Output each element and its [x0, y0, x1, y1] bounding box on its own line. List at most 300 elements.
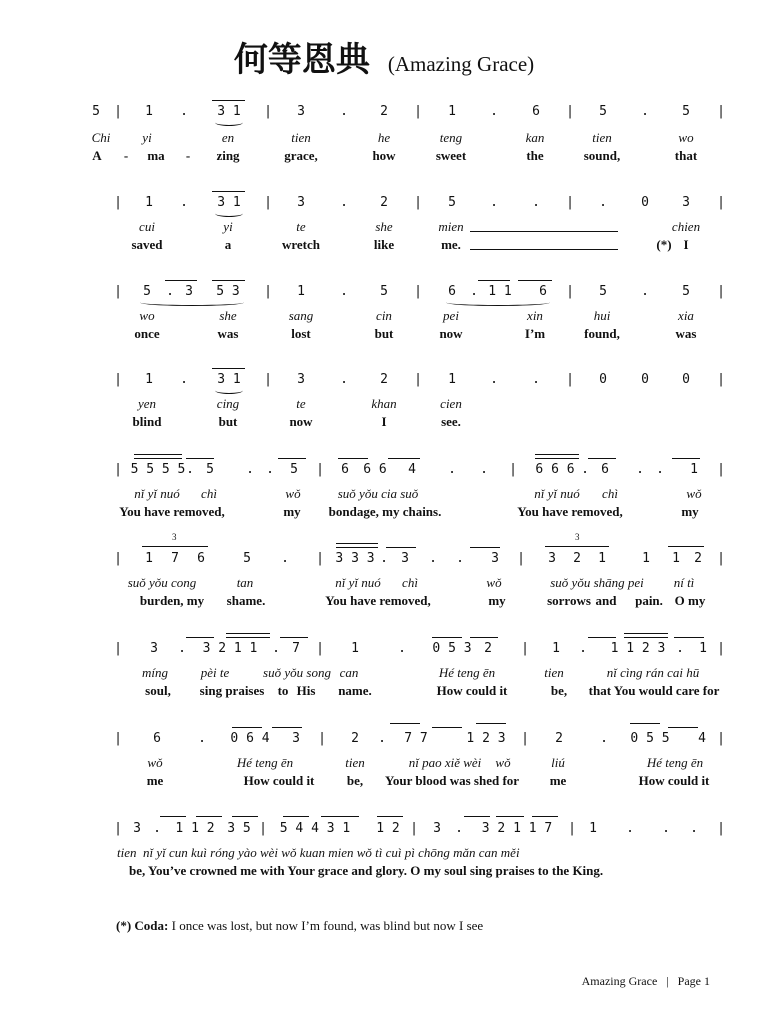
- pinyin: chien: [671, 219, 701, 234]
- beam: [321, 816, 359, 817]
- note: .: [429, 551, 437, 566]
- note: 2: [380, 372, 388, 387]
- pinyin: wǒ: [285, 486, 301, 501]
- note: 1: [145, 551, 153, 566]
- beam: [278, 458, 306, 459]
- system-2-pinyin: [0, 219, 768, 235]
- beam: [160, 816, 186, 817]
- lyric: but: [218, 414, 238, 429]
- note: 2: [351, 731, 359, 746]
- system-9-english: [0, 863, 768, 879]
- note: 5: [243, 551, 251, 566]
- lyric: be,: [550, 683, 568, 698]
- note: .: [641, 284, 649, 299]
- barline: |: [316, 551, 324, 566]
- note: 3: [150, 641, 158, 656]
- pinyin: pei: [443, 308, 459, 323]
- system-7-notes: [0, 641, 768, 657]
- lyric: How could it: [243, 773, 315, 788]
- beam: [280, 637, 308, 638]
- beam: [232, 816, 258, 817]
- note: .: [581, 462, 589, 477]
- system-8-pinyin: [0, 755, 768, 771]
- note: .: [599, 195, 607, 210]
- beam: [212, 100, 245, 101]
- triplet-mark: 3: [575, 532, 580, 542]
- triplet-mark: 3: [172, 532, 177, 542]
- lyric: but: [374, 326, 394, 341]
- pinyin: nǐ yǐ nuó: [335, 575, 381, 590]
- barline: |: [717, 462, 725, 477]
- barline: |: [114, 104, 122, 119]
- pinyin: she: [375, 219, 393, 234]
- slur: [140, 299, 244, 306]
- note: 3: [185, 284, 193, 299]
- lyric: shame.: [226, 593, 266, 608]
- lyric: ma: [147, 148, 165, 163]
- lyric: was: [217, 326, 239, 341]
- pinyin: cui: [139, 219, 155, 234]
- note: 3: [401, 551, 409, 566]
- note: 6: [448, 284, 456, 299]
- note: 6: [197, 551, 205, 566]
- lyric: be,: [346, 773, 364, 788]
- system-9-notes: [0, 821, 768, 837]
- song-title: [0, 32, 768, 81]
- note: 5: [206, 462, 214, 477]
- barline: |: [410, 821, 418, 836]
- barline: |: [264, 104, 272, 119]
- beam: [470, 547, 500, 548]
- pinyin: yi: [142, 130, 152, 145]
- note: .: [532, 372, 540, 387]
- note: 1 1 2 3: [610, 641, 666, 656]
- note: 1: [642, 551, 650, 566]
- pinyin: wǒ: [686, 486, 702, 501]
- pinyin: chì: [201, 486, 217, 501]
- note: 2: [573, 551, 581, 566]
- barline: |: [264, 372, 272, 387]
- note: 1: [589, 821, 597, 836]
- note: .: [166, 284, 174, 299]
- note: .: [690, 821, 698, 836]
- pinyin: tien: [544, 665, 564, 680]
- note: 1: [351, 641, 359, 656]
- barline: |: [114, 284, 122, 299]
- beam: [283, 816, 309, 817]
- lyric: You have removed,: [119, 504, 225, 519]
- note: 1: [145, 372, 153, 387]
- note: 5: [290, 462, 298, 477]
- beam: [476, 723, 506, 724]
- barline: |: [717, 821, 725, 836]
- beam: [272, 727, 302, 728]
- barline: |: [114, 821, 122, 836]
- barline: |: [264, 284, 272, 299]
- pinyin: wo: [678, 130, 694, 145]
- barline: |: [318, 731, 326, 746]
- continuation-line: [470, 231, 618, 232]
- system-5-pinyin: [0, 486, 768, 502]
- pinyin: nǐ yǐ nuó: [534, 486, 580, 501]
- beam: [668, 546, 704, 547]
- note: 3: [297, 195, 305, 210]
- barline: |: [114, 641, 122, 656]
- note: .: [456, 551, 464, 566]
- note: 3: [297, 104, 305, 119]
- pinyin: suǒ yǒu cia suǒ: [337, 486, 419, 501]
- note: 0 6 4: [230, 731, 270, 746]
- pinyin: chì: [602, 486, 618, 501]
- lyric: A: [92, 148, 102, 163]
- pinyin: wǒ: [147, 755, 163, 770]
- system-9-pinyin: [0, 845, 768, 861]
- note: 1 2: [376, 821, 400, 836]
- note: .: [656, 462, 664, 477]
- slur: [215, 119, 243, 126]
- note: 1: [448, 372, 456, 387]
- continuation-line: [470, 249, 618, 250]
- beam: [377, 816, 403, 817]
- note: 7 7: [404, 731, 428, 746]
- beam: [390, 723, 420, 724]
- lyric: pain.: [635, 593, 663, 608]
- note: .: [455, 821, 463, 836]
- note: 3 3 3: [335, 551, 375, 566]
- system-8-english: [0, 773, 768, 789]
- note: 1: [145, 195, 153, 210]
- barline: |: [566, 372, 574, 387]
- beam: [478, 280, 510, 281]
- note: .: [266, 462, 274, 477]
- pinyin: nǐ pao xiě wèi: [408, 755, 482, 770]
- beam: [470, 637, 498, 638]
- lyric: How could it: [436, 683, 508, 698]
- note: 3: [292, 731, 300, 746]
- note: .: [641, 104, 649, 119]
- beam: [186, 458, 214, 459]
- pinyin: cing: [216, 396, 240, 411]
- pinyin: suǒ yǒu song: [263, 665, 331, 680]
- lyric: found,: [584, 326, 620, 341]
- note: .: [532, 195, 540, 210]
- pinyin: yen: [137, 396, 157, 411]
- note: 2: [484, 641, 492, 656]
- lyric: sound,: [583, 148, 621, 163]
- lyric: my: [488, 593, 506, 608]
- lyric: me.: [441, 237, 461, 252]
- barline: |: [566, 284, 574, 299]
- lyric: now: [439, 326, 463, 341]
- beam: [518, 280, 552, 281]
- note: 7: [171, 551, 179, 566]
- barline: |: [717, 195, 725, 210]
- system-1-notes: [0, 104, 768, 120]
- note: 6: [153, 731, 161, 746]
- lyric: sorrows: [547, 593, 591, 608]
- note: 2: [694, 551, 702, 566]
- lyric: my: [681, 504, 699, 519]
- note: .: [398, 641, 406, 656]
- note: .: [281, 551, 289, 566]
- note: 1: [699, 641, 707, 656]
- note: .: [186, 462, 194, 477]
- barline: |: [114, 462, 122, 477]
- pinyin: wo: [139, 308, 155, 323]
- lyric: to: [277, 683, 289, 698]
- note: 5: [682, 284, 690, 299]
- note: .: [340, 195, 348, 210]
- lyric: -: [185, 148, 191, 163]
- barline: |: [521, 731, 529, 746]
- pinyin: tien: [291, 130, 311, 145]
- note: 2: [380, 195, 388, 210]
- note: 5: [143, 284, 151, 299]
- system-3-notes: [0, 284, 768, 300]
- note: .: [272, 641, 280, 656]
- pinyin: suǒ yǒu shāng pei: [550, 575, 644, 590]
- beam: [338, 458, 368, 459]
- lyric: How could it: [638, 773, 710, 788]
- pinyin: tien: [592, 130, 612, 145]
- note: .: [180, 104, 188, 119]
- note: 3: [297, 372, 305, 387]
- note: .: [380, 551, 388, 566]
- pinyin: te: [296, 396, 306, 411]
- note: .: [198, 731, 206, 746]
- beam: [535, 454, 579, 455]
- barline: |: [414, 104, 422, 119]
- note: .: [636, 462, 644, 477]
- lyric-line: be, You’ve crowned me with Your grace and glory. O my soul sing praises to the King.: [129, 863, 604, 878]
- note: .: [676, 641, 684, 656]
- lyric: zing: [216, 148, 240, 163]
- beam: [624, 637, 668, 638]
- system-7-pinyin: [0, 665, 768, 681]
- pinyin: tan: [236, 575, 254, 590]
- note: .: [178, 641, 186, 656]
- beam: [386, 547, 416, 548]
- note: .: [378, 731, 386, 746]
- pinyin: míng: [142, 665, 168, 680]
- lyric: bondage, my chains.: [328, 504, 442, 519]
- lyric: the: [526, 148, 544, 163]
- note: .: [480, 462, 488, 477]
- pinyin: liú: [551, 755, 565, 770]
- note: 5: [599, 104, 607, 119]
- note: 1: [672, 551, 680, 566]
- beam: [212, 280, 245, 281]
- pinyin: tien: [345, 755, 365, 770]
- beam: [134, 454, 182, 455]
- lyric: my: [283, 504, 301, 519]
- barline: |: [568, 821, 576, 836]
- note: .: [180, 195, 188, 210]
- barline: |: [509, 462, 517, 477]
- barline: |: [521, 641, 529, 656]
- pinyin: xia: [678, 308, 694, 323]
- note: .: [340, 104, 348, 119]
- system-4-english: [0, 414, 768, 430]
- barline: |: [717, 372, 725, 387]
- note: 0 5 5: [630, 731, 670, 746]
- lyric: saved: [131, 237, 163, 252]
- note: 5: [682, 104, 690, 119]
- beam: [134, 458, 182, 459]
- lyric: me: [549, 773, 567, 788]
- note: 5: [448, 195, 456, 210]
- system-3-pinyin: [0, 308, 768, 324]
- note: 3 1: [217, 104, 241, 119]
- barline: |: [114, 731, 122, 746]
- pinyin: Hé teng ēn: [646, 755, 704, 770]
- pinyin: pèi te: [200, 665, 230, 680]
- barline: |: [717, 551, 725, 566]
- note: 4: [698, 731, 706, 746]
- note: 1 1 2: [175, 821, 215, 836]
- barline: |: [517, 551, 525, 566]
- beam: [226, 633, 270, 634]
- note: 1: [690, 462, 698, 477]
- pinyin: chì: [402, 575, 418, 590]
- system-5-english: [0, 504, 768, 520]
- pinyin: wǒ: [495, 755, 511, 770]
- system-6-english: [0, 593, 768, 609]
- beam: [672, 458, 700, 459]
- note: .: [600, 731, 608, 746]
- note: 0: [641, 372, 649, 387]
- barline: |: [717, 104, 725, 119]
- pinyin: teng: [439, 130, 463, 145]
- note: 1: [552, 641, 560, 656]
- system-1-pinyin: [0, 130, 768, 146]
- beam: [212, 191, 245, 192]
- note: 3: [433, 821, 441, 836]
- coda-label: (*) Coda:: [116, 918, 169, 933]
- lyric: grace,: [284, 148, 318, 163]
- pinyin: hui: [593, 308, 611, 323]
- system-7-english: [0, 683, 768, 699]
- barline: |: [566, 195, 574, 210]
- lyric: I’m: [524, 326, 546, 341]
- note: 5: [380, 284, 388, 299]
- note: 0: [599, 372, 607, 387]
- beam: [624, 633, 668, 634]
- barline: |: [566, 104, 574, 119]
- lyric: see.: [441, 414, 461, 429]
- note: 1: [297, 284, 305, 299]
- note: 6 6: [363, 462, 387, 477]
- beam: [432, 637, 462, 638]
- barline: |: [264, 195, 272, 210]
- note: 1: [145, 104, 153, 119]
- lyric: that You would care for: [588, 683, 720, 698]
- barline: |: [717, 641, 725, 656]
- note: .: [662, 821, 670, 836]
- pinyin: xin: [527, 308, 543, 323]
- note: .: [579, 641, 587, 656]
- lyric: wretch: [281, 237, 321, 252]
- note: .: [448, 462, 456, 477]
- note: 3: [491, 551, 499, 566]
- system-6-pinyin: [0, 575, 768, 591]
- note: .: [490, 104, 498, 119]
- system-4-notes: [0, 372, 768, 388]
- beam: [212, 368, 245, 369]
- beam: [388, 458, 420, 459]
- lyric: once: [134, 326, 160, 341]
- barline: |: [114, 195, 122, 210]
- lyric: name.: [338, 683, 372, 698]
- note: 5 3: [216, 284, 240, 299]
- lyric: like: [373, 237, 395, 252]
- lyric: sweet: [435, 148, 467, 163]
- coda-text: I once was lost, but now I’m found, was blind but now I see: [168, 918, 484, 933]
- lyric: His: [296, 683, 316, 698]
- pinyin: yi: [223, 219, 233, 234]
- system-5-notes: [0, 462, 768, 478]
- note: 0 5 3: [432, 641, 472, 656]
- pinyin: mien: [438, 219, 464, 234]
- note: 1: [598, 551, 606, 566]
- note: 7: [292, 641, 300, 656]
- note: 5: [599, 284, 607, 299]
- lyric: that: [674, 148, 698, 163]
- note: 1 1: [488, 284, 512, 299]
- pinyin: cien: [440, 396, 462, 411]
- note: 3 2 1 1: [202, 641, 258, 656]
- lyric: now: [289, 414, 313, 429]
- lyric: You have removed,: [325, 593, 431, 608]
- beam: [336, 547, 378, 548]
- lyric: and: [595, 593, 617, 608]
- lyric: me: [146, 773, 164, 788]
- pinyin: cin: [376, 308, 392, 323]
- note: 0: [641, 195, 649, 210]
- barline: |: [414, 372, 422, 387]
- title-chinese: 何等恩典: [233, 40, 370, 80]
- note: .: [153, 821, 161, 836]
- slur: [215, 387, 243, 394]
- slur: [215, 210, 243, 217]
- note: .: [180, 372, 188, 387]
- system-8-notes: [0, 731, 768, 747]
- beam: [545, 546, 609, 547]
- lyric: Your blood was shed for: [384, 773, 520, 788]
- note: 6: [601, 462, 609, 477]
- system-6-notes: [0, 551, 768, 567]
- beam: [532, 816, 558, 817]
- pinyin: Chi: [91, 130, 111, 145]
- system-3-english: [0, 326, 768, 342]
- note: .: [490, 372, 498, 387]
- barline: |: [316, 641, 324, 656]
- barline: |: [259, 821, 267, 836]
- note: 6: [532, 104, 540, 119]
- pinyin: can: [339, 665, 359, 680]
- beam: [142, 546, 208, 547]
- lyric: O my: [674, 593, 706, 608]
- beam: [535, 458, 579, 459]
- note: 3 2 1 1 7: [481, 821, 553, 836]
- note: 6 6 6: [535, 462, 575, 477]
- pinyin: he: [377, 130, 391, 145]
- system-2-english: [0, 237, 768, 253]
- pinyin: suǒ yǒu cong: [127, 575, 197, 590]
- pinyin: she: [219, 308, 237, 323]
- lyric: was: [675, 326, 697, 341]
- lyric: I: [381, 414, 387, 429]
